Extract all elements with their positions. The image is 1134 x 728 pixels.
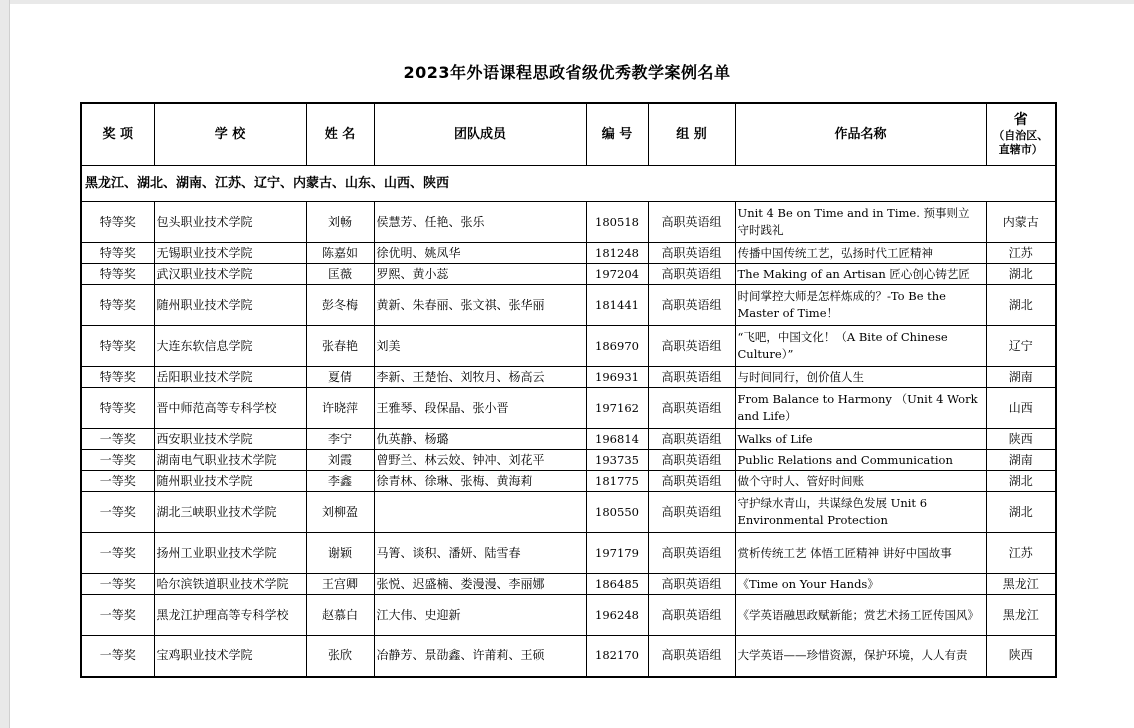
cell-work: Unit 4 Be on Time and in Time. 预事则立 守时践礼 — [735, 202, 986, 243]
table-row — [81, 429, 1056, 450]
cell-team: 徐青林、徐琳、张梅、黄海莉 — [374, 471, 586, 492]
cell-group: 高职英语组 — [648, 429, 735, 450]
cell-province: 江苏 — [986, 243, 1056, 264]
cell-team: 黄新、朱春丽、张文祺、张华丽 — [374, 285, 586, 326]
table-row — [81, 388, 1056, 429]
cell-team: 仇英静、杨璐 — [374, 429, 586, 450]
cell-group: 高职英语组 — [648, 388, 735, 429]
cell-award: 特等奖 — [81, 285, 154, 326]
cell-team: 马箐、谈积、潘妍、陆雪春 — [374, 533, 586, 574]
cell-number: 197204 — [586, 264, 648, 285]
cell-group: 高职英语组 — [648, 285, 735, 326]
cell-work: From Balance to Harmony （Unit 4 Work and Life） — [735, 388, 986, 429]
cell-work: Walks of Life — [735, 429, 986, 450]
cell-group: 高职英语组 — [648, 492, 735, 533]
cell-team: 刘美 — [374, 326, 586, 367]
cell-work: 守护绿水青山，共谋绿色发展 Unit 6 Environmental Protection — [735, 492, 986, 533]
document-title: 2023年外语课程思政省级优秀教学案例名单 — [403, 63, 731, 82]
cell-number: 193735 — [586, 450, 648, 471]
cell-team: 江大伟、史迎新 — [374, 595, 586, 636]
cell-number: 181441 — [586, 285, 648, 326]
header-team: 团队成员 — [374, 103, 586, 166]
cell-award: 一等奖 — [81, 492, 154, 533]
cell-group: 高职英语组 — [648, 326, 735, 367]
cell-name: 夏倩 — [306, 367, 374, 388]
cell-name: 彭冬梅 — [306, 285, 374, 326]
cell-number: 196931 — [586, 367, 648, 388]
cell-group: 高职英语组 — [648, 367, 735, 388]
cell-school: 无锡职业技术学院 — [154, 243, 306, 264]
cell-name: 刘霞 — [306, 450, 374, 471]
cell-school: 晋中师范高等专科学校 — [154, 388, 306, 429]
cell-number: 196814 — [586, 429, 648, 450]
cell-work: The Making of an Artisan 匠心创心铸艺匠 — [735, 264, 986, 285]
cell-province: 湖南 — [986, 450, 1056, 471]
header-work: 作品名称 — [735, 103, 986, 166]
cell-school: 扬州工业职业技术学院 — [154, 533, 306, 574]
table-row — [81, 285, 1056, 326]
cell-award: 一等奖 — [81, 429, 154, 450]
cell-number: 186485 — [586, 574, 648, 595]
cell-school: 随州职业技术学院 — [154, 285, 306, 326]
table-row — [81, 471, 1056, 492]
table-row — [81, 574, 1056, 595]
cell-number: 182170 — [586, 636, 648, 677]
page-left-edge — [0, 0, 10, 728]
region-row — [81, 166, 1056, 202]
cell-work: “飞吧，中国文化！（A Bite of Chinese Culture）” — [735, 326, 986, 367]
cell-name: 张欣 — [306, 636, 374, 677]
cell-award: 一等奖 — [81, 595, 154, 636]
cell-school: 武汉职业技术学院 — [154, 264, 306, 285]
page-top-edge — [0, 0, 1134, 4]
header-award: 奖 项 — [81, 103, 154, 166]
cell-number: 186970 — [586, 326, 648, 367]
cell-team: 张悦、迟盛楠、娄漫漫、李丽娜 — [374, 574, 586, 595]
header-province-main: 省 — [1013, 111, 1028, 128]
cell-award: 一等奖 — [81, 636, 154, 677]
table-row — [81, 326, 1056, 367]
table-row — [81, 636, 1056, 677]
cell-name: 王宫卿 — [306, 574, 374, 595]
cell-school: 哈尔滨铁道职业技术学院 — [154, 574, 306, 595]
cell-work: 《学英语融思政赋新能；赏艺术扬工匠传国风》 — [735, 595, 986, 636]
cell-number: 181248 — [586, 243, 648, 264]
cell-school: 黑龙江护理高等专科学校 — [154, 595, 306, 636]
cell-number: 197162 — [586, 388, 648, 429]
cell-name: 刘柳盈 — [306, 492, 374, 533]
cell-award: 一等奖 — [81, 450, 154, 471]
cell-name: 李鑫 — [306, 471, 374, 492]
cell-work: 传播中国传统工艺，弘扬时代工匠精神 — [735, 243, 986, 264]
cell-name: 谢颖 — [306, 533, 374, 574]
cell-group: 高职英语组 — [648, 264, 735, 285]
cell-group: 高职英语组 — [648, 243, 735, 264]
table-row — [81, 264, 1056, 285]
cell-number: 180550 — [586, 492, 648, 533]
cell-group: 高职英语组 — [648, 533, 735, 574]
cell-group: 高职英语组 — [648, 636, 735, 677]
header-number: 编 号 — [586, 103, 648, 166]
cell-school: 湖北三峡职业技术学院 — [154, 492, 306, 533]
cell-work: Public Relations and Communication — [735, 450, 986, 471]
cell-name: 李宁 — [306, 429, 374, 450]
cell-school: 湖南电气职业技术学院 — [154, 450, 306, 471]
cell-number: 181775 — [586, 471, 648, 492]
cell-school: 随州职业技术学院 — [154, 471, 306, 492]
cell-province: 江苏 — [986, 533, 1056, 574]
cell-award: 特等奖 — [81, 326, 154, 367]
table-header-row — [81, 103, 1056, 166]
header-name: 姓 名 — [306, 103, 374, 166]
cell-team — [374, 492, 586, 533]
table-row — [81, 595, 1056, 636]
cell-province: 黑龙江 — [986, 595, 1056, 636]
cell-province: 湖北 — [986, 285, 1056, 326]
header-province — [986, 103, 1056, 166]
header-province-sub: （自治区、直辖市） — [993, 128, 1049, 156]
table-row — [81, 202, 1056, 243]
cell-school: 岳阳职业技术学院 — [154, 367, 306, 388]
cell-group: 高职英语组 — [648, 450, 735, 471]
cell-number: 196248 — [586, 595, 648, 636]
header-group: 组 别 — [648, 103, 735, 166]
cell-group: 高职英语组 — [648, 595, 735, 636]
award-list-table — [80, 102, 1057, 678]
cell-work: 赏析传统工艺 体悟工匠精神 讲好中国故事 — [735, 533, 986, 574]
table-row — [81, 367, 1056, 388]
cell-name: 匡薇 — [306, 264, 374, 285]
cell-award: 特等奖 — [81, 243, 154, 264]
cell-name: 刘畅 — [306, 202, 374, 243]
cell-work: 做个守时人、管好时间账 — [735, 471, 986, 492]
cell-group: 高职英语组 — [648, 471, 735, 492]
cell-number: 197179 — [586, 533, 648, 574]
cell-team: 侯慧芳、任艳、张乐 — [374, 202, 586, 243]
cell-name: 赵慕白 — [306, 595, 374, 636]
cell-team: 王雅琴、段保晶、张小晋 — [374, 388, 586, 429]
cell-name: 许晓萍 — [306, 388, 374, 429]
cell-team: 李新、王楚怡、刘牧月、杨高云 — [374, 367, 586, 388]
cell-group: 高职英语组 — [648, 574, 735, 595]
cell-group: 高职英语组 — [648, 202, 735, 243]
cell-work: 与时间同行，创价值人生 — [735, 367, 986, 388]
cell-award: 特等奖 — [81, 388, 154, 429]
cell-award: 特等奖 — [81, 367, 154, 388]
cell-work: 大学英语——珍惜资源，保护环境，人人有责 — [735, 636, 986, 677]
header-school: 学 校 — [154, 103, 306, 166]
cell-team: 曾野兰、林云姣、钟冲、刘花平 — [374, 450, 586, 471]
cell-province: 内蒙古 — [986, 202, 1056, 243]
cell-province: 湖北 — [986, 264, 1056, 285]
cell-province: 陕西 — [986, 429, 1056, 450]
cell-province: 湖北 — [986, 471, 1056, 492]
table-row — [81, 533, 1056, 574]
cell-award: 特等奖 — [81, 202, 154, 243]
cell-province: 湖南 — [986, 367, 1056, 388]
table-row — [81, 492, 1056, 533]
cell-school: 宝鸡职业技术学院 — [154, 636, 306, 677]
cell-name: 张春艳 — [306, 326, 374, 367]
cell-award: 特等奖 — [81, 264, 154, 285]
table-row — [81, 243, 1056, 264]
cell-province: 黑龙江 — [986, 574, 1056, 595]
cell-award: 一等奖 — [81, 533, 154, 574]
cell-province: 辽宁 — [986, 326, 1056, 367]
table-row — [81, 450, 1056, 471]
cell-number: 180518 — [586, 202, 648, 243]
cell-team: 冶静芳、景劭鑫、许莆莉、王硕 — [374, 636, 586, 677]
cell-school: 包头职业技术学院 — [154, 202, 306, 243]
cell-school: 西安职业技术学院 — [154, 429, 306, 450]
cell-province: 山西 — [986, 388, 1056, 429]
cell-award: 一等奖 — [81, 471, 154, 492]
region-label: 黑龙江、湖北、湖南、江苏、辽宁、内蒙古、山东、山西、陕西 — [81, 166, 1056, 202]
cell-province: 湖北 — [986, 492, 1056, 533]
cell-work: 《Time on Your Hands》 — [735, 574, 986, 595]
cell-team: 罗熙、黄小蕊 — [374, 264, 586, 285]
cell-province: 陕西 — [986, 636, 1056, 677]
cell-award: 一等奖 — [81, 574, 154, 595]
cell-school: 大连东软信息学院 — [154, 326, 306, 367]
cell-team: 徐优明、姚凤华 — [374, 243, 586, 264]
cell-name: 陈嘉如 — [306, 243, 374, 264]
cell-work: 时间掌控大师是怎样炼成的？-To Be the Master of Time！ — [735, 285, 986, 326]
